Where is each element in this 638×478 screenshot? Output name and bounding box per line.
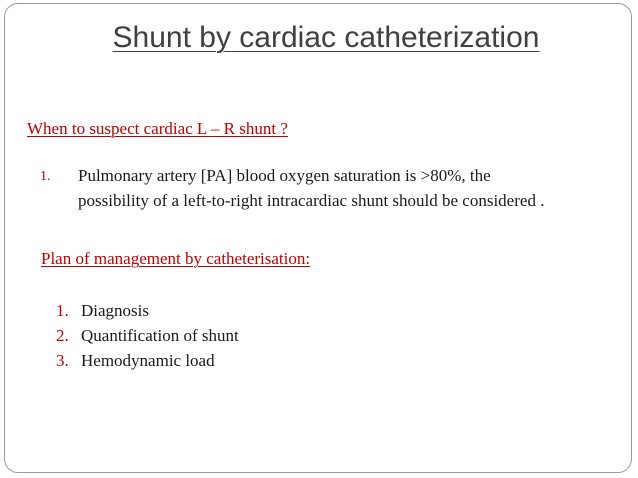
list-item	[56, 323, 239, 348]
list-item	[56, 298, 239, 323]
list-item-text: Hemodynamic load	[81, 351, 215, 370]
slide-title: Shunt by cardiac catheterization	[112, 21, 540, 54]
list-item-number: 1.	[56, 301, 69, 320]
list-item-line: Pulmonary artery [PA] blood oxygen saturation is >80%, the	[78, 166, 491, 185]
list-item-text: Diagnosis	[81, 301, 149, 320]
plan-list	[56, 298, 239, 373]
slide-frame	[4, 3, 632, 473]
list-item-number: 3.	[56, 351, 69, 370]
section-heading-suspect-shunt: When to suspect cardiac L – R shunt ?	[27, 119, 288, 138]
list-item	[56, 348, 239, 373]
list-item-line: possibility of a left-to-right intracardiac shunt should be considered .	[78, 191, 545, 210]
list-item-text	[78, 163, 630, 213]
list-item-number: 1.	[40, 169, 51, 184]
section-heading-plan-management: Plan of management by catheterisation:	[41, 249, 311, 268]
list-item-text: Quantification of shunt	[81, 326, 239, 345]
list-item-number: 2.	[56, 326, 69, 345]
